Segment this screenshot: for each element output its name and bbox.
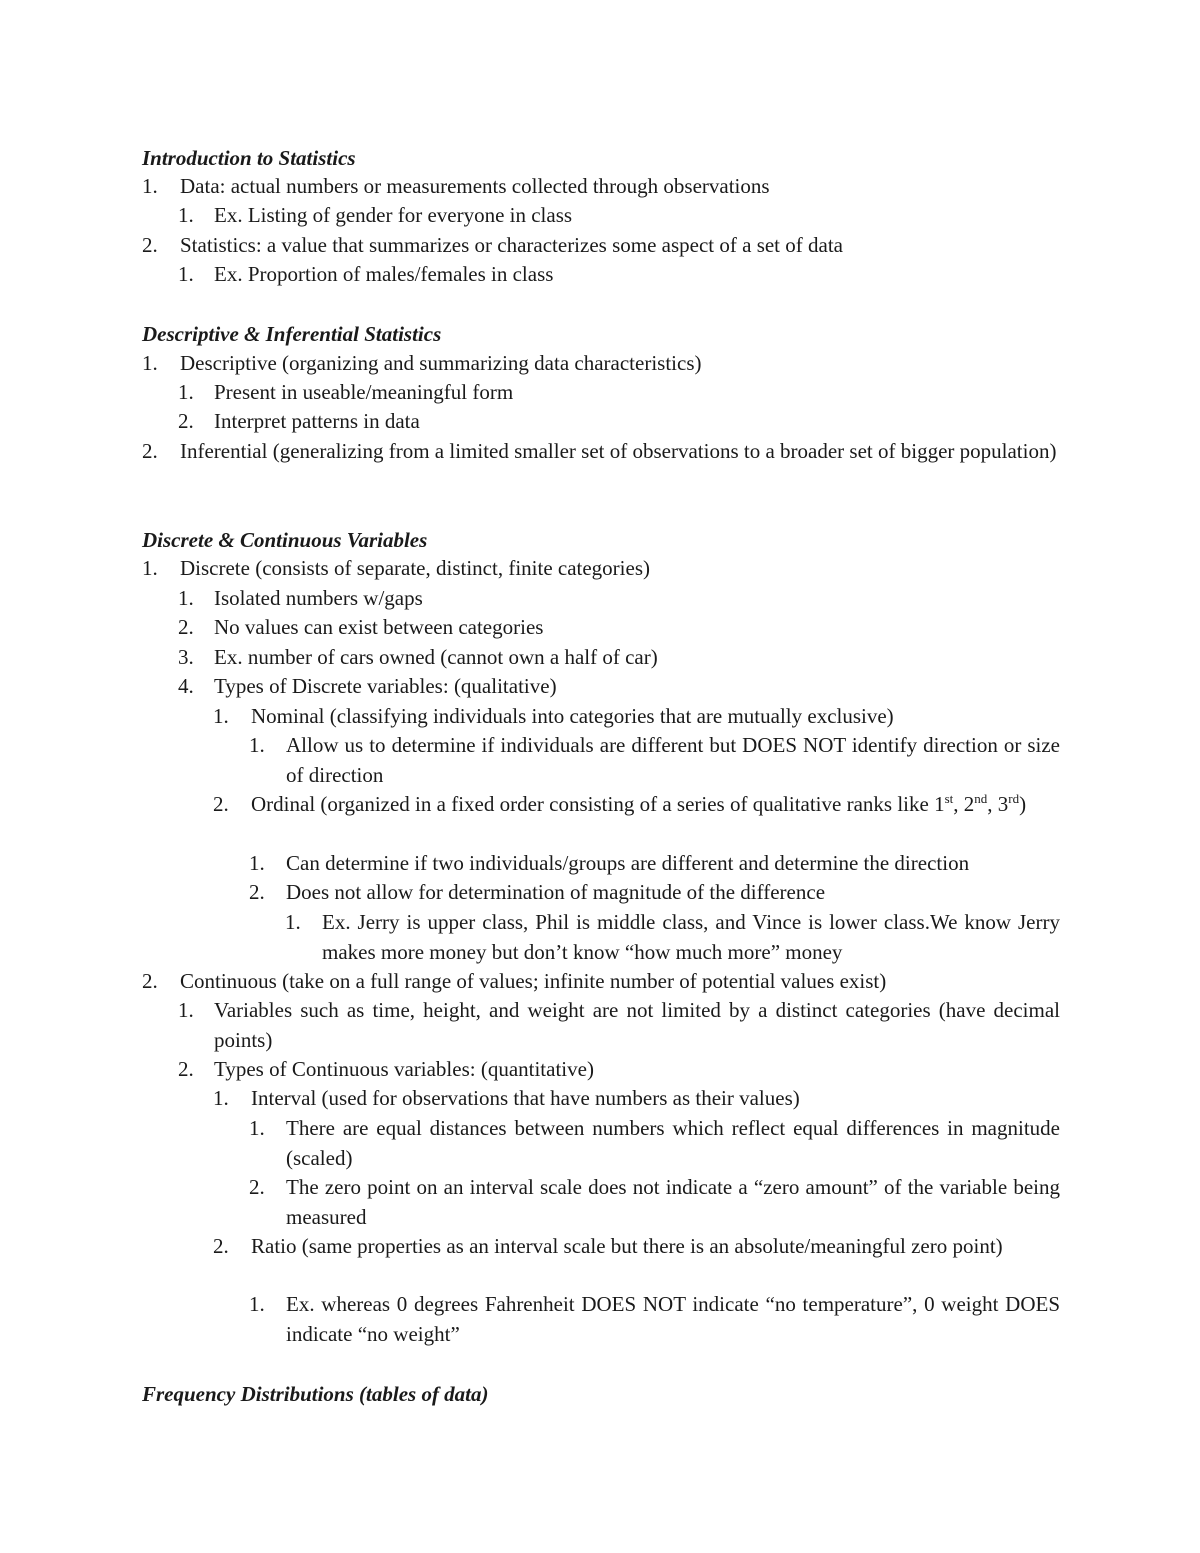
list-item: 1. Isolated numbers w/gaps [178,586,423,610]
section-heading: Introduction to Statistics [142,146,356,170]
list-item: 1. Ex. whereas 0 degrees Fahrenheit DOES NOT indicate “no temperature”, 0 weight DOES indicate “no weight” [249,1292,1060,1346]
list-item: 2. Inferential (generalizing from a limited smaller set of observations to a broader set of bigger population) [142,439,1057,463]
list-item: 2. The zero point on an interval scale does not indicate a “zero amount” of the variable being measured [249,1175,1060,1229]
list-item: 3. Ex. number of cars owned (cannot own a half of car) [178,645,658,669]
list-item: 1. Ex. Listing of gender for everyone in class [178,203,573,227]
list-item: 1. Nominal (classifying individuals into categories that are mutually exclusive) [213,704,894,728]
list-item: 1. Present in useable/meaningful form [178,380,514,404]
section-heading: Frequency Distributions (tables of data) [142,1382,489,1406]
list-item: 2. Ratio (same properties as an interval scale but there is an absolute/meaningful zero point) [213,1234,1003,1258]
list-item: 2. Continuous (take on a full range of values; infinite number of potential values exist) [142,969,887,993]
list-item: 2. Ordinal (organized in a fixed order consisting of a series of qualitative ranks like 1st, 2nd, 3rd) [213,791,1027,816]
list-item: 2. No values can exist between categories [178,615,544,639]
list-item: 1. Discrete (consists of separate, distinct, finite categories) [142,556,650,580]
list-item: 2. Types of Continuous variables: (quantitative) [178,1057,594,1081]
list-item: 1. Descriptive (organizing and summarizing data characteristics) [142,351,702,375]
list-item: 1. Interval (used for observations that have numbers as their values) [213,1086,800,1110]
list-item: 1. Can determine if two individuals/groups are different and determine the direction [249,851,970,875]
list-item: 4. Types of Discrete variables: (qualitative) [178,674,557,698]
list-item: 1. Data: actual numbers or measurements collected through observations [142,174,770,198]
list-item: 2. Does not allow for determination of magnitude of the difference [249,880,826,904]
list-item: 1. Variables such as time, height, and weight are not limited by a distinct categories (have decimal points) [178,998,1060,1052]
list-item: 1. Allow us to determine if individuals are different but DOES NOT identify direction or size of direction [249,733,1060,787]
list-item: 2. Statistics: a value that summarizes or characterizes some aspect of a set of data [142,233,843,257]
section-heading: Descriptive & Inferential Statistics [142,322,442,346]
list-item: 1. Ex. Proportion of males/females in class [178,262,554,286]
list-item: 1. There are equal distances between numbers which reflect equal differences in magnitude (scaled) [249,1116,1060,1170]
list-item: 2. Interpret patterns in data [178,409,420,433]
section-heading: Discrete & Continuous Variables [142,528,428,552]
list-item: 1. Ex. Jerry is upper class, Phil is middle class, and Vince is lower class.We know Jerry makes more money but don’t know “how much more” money [285,910,1060,964]
